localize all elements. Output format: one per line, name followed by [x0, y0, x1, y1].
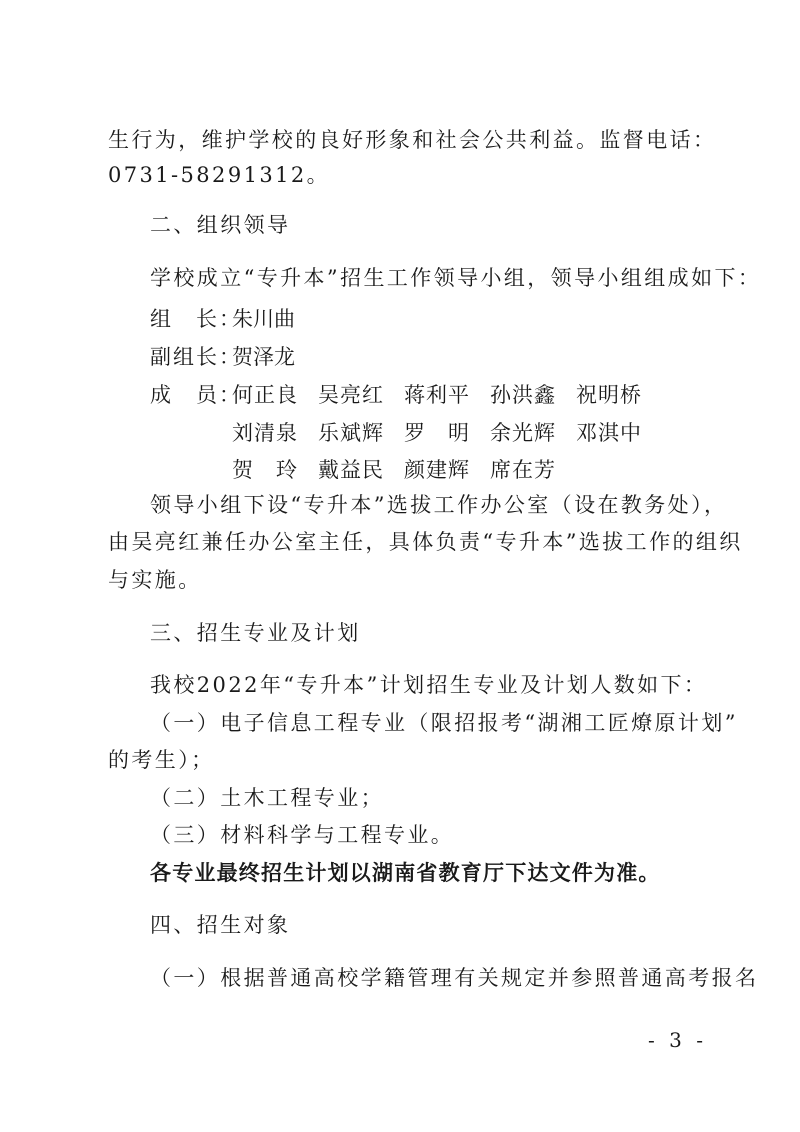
paragraph-line: 与实施。 — [108, 568, 202, 592]
list-item: （一）电子信息工程专业（限招报考“湖湘工匠燎原计划” — [150, 711, 738, 735]
list-item-continuation: 的考生）； — [108, 748, 215, 772]
member-name: 吴亮红 — [318, 383, 384, 407]
leader-label: 组 长： — [150, 307, 242, 331]
member-name: 颜建辉 — [404, 458, 470, 482]
emphasis-note: 各专业最终招生计划以湖南省教育厅下达文件为准。 — [150, 860, 661, 885]
member-name: 余光辉 — [490, 421, 556, 445]
paragraph-line: 领导小组下设“专升本”选拔工作办公室（设在教务处）， — [150, 493, 728, 517]
vice-leader-name: 贺泽龙 — [232, 345, 295, 369]
member-name: 孙洪鑫 — [490, 383, 556, 407]
page-number: - 3 - — [648, 1028, 707, 1052]
section-heading-majors: 三、招生专业及计划 — [150, 621, 361, 645]
section-heading-targets: 四、招生对象 — [150, 913, 291, 937]
paragraph-line: （一）根据普通高校学籍管理有关规定并参照普通高考报名 — [150, 966, 759, 990]
member-name: 乐斌辉 — [318, 421, 384, 445]
member-name: 邓淇中 — [576, 421, 642, 445]
member-name: 席在芳 — [490, 458, 556, 482]
paragraph-line: 生行为，维护学校的良好形象和社会公共利益。监督电话： — [108, 128, 717, 152]
member-name: 刘清泉 — [232, 421, 298, 445]
members-label: 成 员： — [150, 383, 242, 407]
section-heading-organization: 二、组织领导 — [150, 213, 291, 237]
paragraph-line: 由吴亮红兼任办公室主任，具体负责“专升本”选拔工作的组织 — [108, 530, 743, 554]
leader-name: 朱川曲 — [232, 307, 295, 331]
paragraph-line: 学校成立“专升本”招生工作领导小组，领导小组组成如下： — [150, 266, 762, 290]
member-name: 罗 明 — [404, 421, 470, 445]
paragraph-line: 0731-58291312。 — [108, 163, 331, 187]
vice-leader-label: 副组长： — [150, 345, 242, 369]
paragraph-line: 我校2022年“专升本”计划招生专业及计划人数如下： — [150, 673, 708, 697]
list-item: （二）土木工程专业； — [150, 786, 384, 810]
list-item: （三）材料科学与工程专业。 — [150, 823, 455, 847]
member-name: 蒋利平 — [404, 383, 470, 407]
member-name: 贺 玲 — [232, 458, 298, 482]
member-name: 祝明桥 — [576, 383, 642, 407]
member-name: 戴益民 — [318, 458, 384, 482]
member-name: 何正良 — [232, 383, 298, 407]
